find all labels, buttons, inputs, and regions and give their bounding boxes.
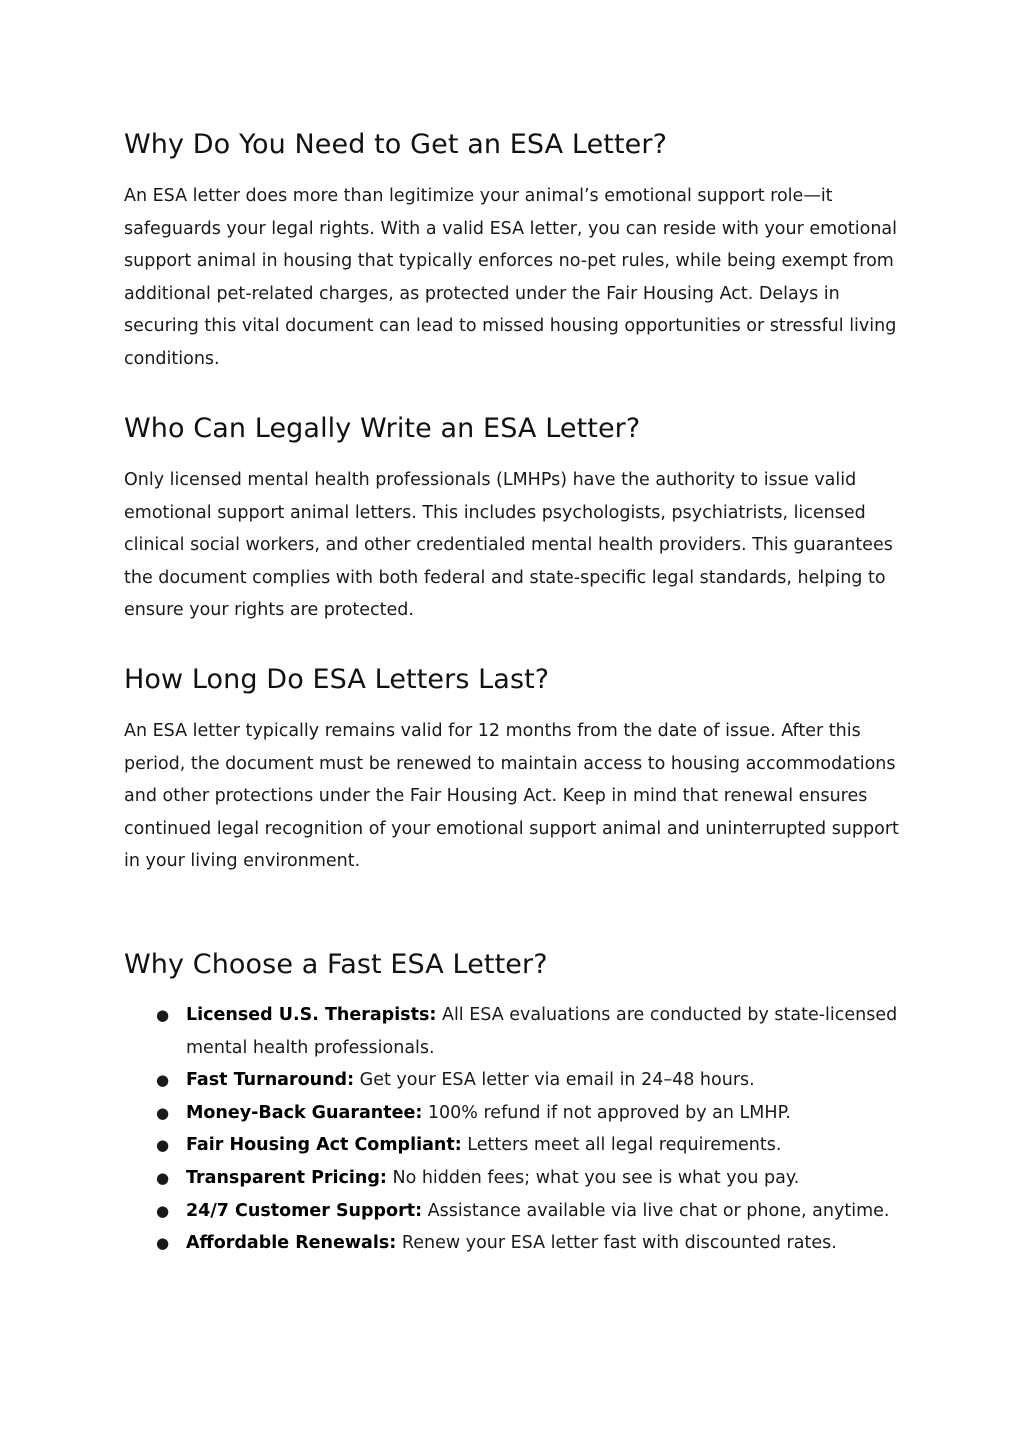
list-item-text: Letters meet all legal requirements.: [467, 1135, 782, 1156]
list-item-text: Assistance available via live chat or phone, anytime.: [427, 1200, 890, 1221]
list-item: [124, 1129, 904, 1162]
list-item: [124, 1195, 904, 1228]
bullet-icon: ●: [156, 1201, 170, 1220]
section-body-how-long: An ESA letter typically remains valid for 12 months from the date of issue. After this period, the document must be renewed to maintain access to housing accommodations and other protections under the Fair Housing Act. Keep in mind that renewal ensures continued legal recognition of your emotional support animal and uninterrupted support in your living environment.: [124, 721, 899, 872]
list-item-term: Money-Back Guarantee:: [186, 1102, 423, 1123]
list-item-text: 100% refund if not approved by an LMHP.: [427, 1102, 791, 1123]
list-item-text: No hidden fees; what you see is what you pay.: [392, 1167, 800, 1188]
list-item-term: Licensed U.S. Therapists:: [186, 1005, 437, 1025]
list-item: [124, 1227, 904, 1260]
bullet-icon: ●: [156, 1168, 170, 1187]
list-item: [124, 1064, 904, 1097]
list-item-term: Affordable Renewals:: [186, 1233, 397, 1254]
list-item: [124, 1097, 904, 1130]
bullet-icon: ●: [156, 1071, 170, 1090]
list-item-term: 24/7 Customer Support:: [186, 1200, 423, 1221]
list-item-term: Transparent Pricing:: [186, 1167, 387, 1188]
list-item-text: Get your ESA letter via email in 24–48 hours.: [359, 1070, 755, 1091]
list-item-term: Fair Housing Act Compliant:: [186, 1135, 462, 1156]
list-item: [124, 999, 904, 1064]
bullet-icon: ●: [156, 1136, 170, 1155]
section-heading-how-long: How Long Do ESA Letters Last?: [124, 664, 550, 695]
list-item-term: Fast Turnaround:: [186, 1070, 355, 1091]
list-item-text: All ESA evaluations are conducted by state-licensed mental health professionals.: [186, 1005, 898, 1058]
list-item-text: Renew your ESA letter fast with discounted rates.: [401, 1233, 837, 1254]
benefits-list: [124, 999, 904, 1260]
section-heading-why-need: Why Do You Need to Get an ESA Letter?: [124, 129, 668, 160]
section-heading-who-can-write: Who Can Legally Write an ESA Letter?: [124, 413, 641, 444]
bullet-icon: ●: [156, 1234, 170, 1253]
section-heading-why-choose: Why Choose a Fast ESA Letter?: [124, 949, 548, 980]
section-body-who-can-write: Only licensed mental health professionals (LMHPs) have the authority to issue valid emotional support animal letters. This includes psychologists, psychiatrists, licensed clinical social workers, and other credentialed mental health providers. This guarantees the document complies with both federal and state-specific legal standards, helping to ensure your rights are protected.: [124, 470, 893, 621]
list-item: [124, 1162, 904, 1195]
bullet-icon: ●: [156, 1103, 170, 1122]
bullet-icon: ●: [156, 1006, 170, 1024]
section-body-why-need: An ESA letter does more than legitimize your animal’s emotional support role—it safeguards your legal rights. With a valid ESA letter, you can reside with your emotional support animal in housing that typically enforces no-pet rules, while being exempt from additional pet-related charges, as protected under the Fair Housing Act. Delays in securing this vital document can lead to missed housing opportunities or stressful living conditions.: [124, 186, 897, 369]
